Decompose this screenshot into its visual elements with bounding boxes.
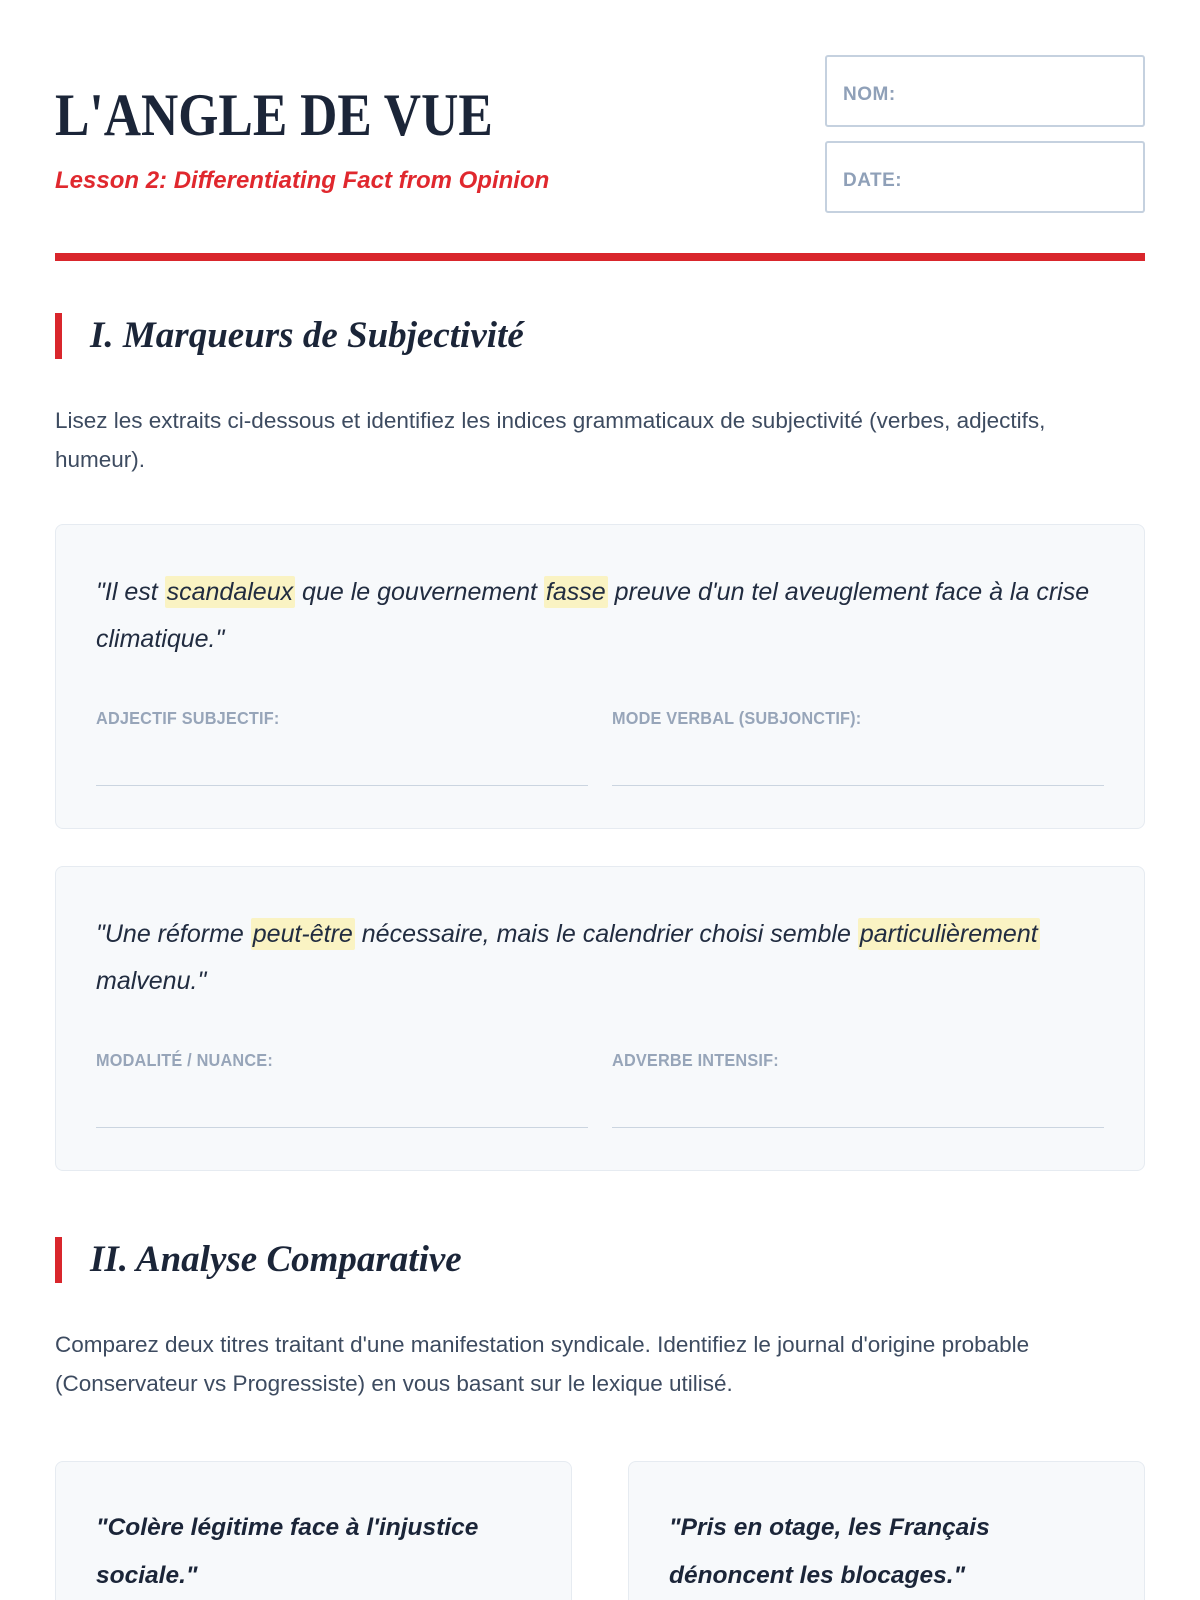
section-2-intro: Comparez deux titres traitant d'une manifestation syndicale. Identifiez le journal d'origine probable (Conservateur vs Progressiste) en vous basant sur le lexique utilisé. — [55, 1331, 1030, 1396]
quote-text: "Une réforme — [96, 919, 251, 948]
headline-card-1 — [55, 1461, 572, 1600]
exercise-2-fields — [96, 1050, 1104, 1128]
name-field-box[interactable] — [825, 55, 1145, 127]
exercise-1-fields — [96, 708, 1104, 786]
exercise-1-quote — [96, 569, 1104, 664]
heading-accent-bar — [55, 313, 62, 359]
answer-write-line[interactable] — [96, 785, 588, 786]
headline-comparison — [55, 1461, 1145, 1600]
date-label: DATE: — [843, 170, 903, 191]
headline-quote: "Pris en otage, les Français dénoncent les blocages." — [669, 1514, 990, 1590]
lesson-subtitle: Lesson 2: Differentiating Fact from Opinion — [55, 167, 550, 194]
answer-write-line[interactable] — [612, 1127, 1104, 1128]
quote-text: preuve d'un tel aveuglement face à la crise climatique." — [96, 577, 1090, 654]
highlighted-word: peut-être — [252, 919, 353, 948]
student-info — [825, 55, 1145, 213]
section-1-title: I. Marqueurs de Subjectivité — [90, 315, 524, 356]
page-title: L'ANGLE DE VUE — [55, 82, 493, 148]
quote-text: que le gouvernement — [295, 577, 544, 606]
exercise-2-quote — [96, 911, 1104, 1006]
heading-accent-bar — [55, 1237, 62, 1283]
field-mode-verbal — [612, 708, 1104, 786]
field-modalite-nuance — [96, 1050, 588, 1128]
answer-write-line[interactable] — [612, 785, 1104, 786]
quote-text: malvenu." — [96, 967, 207, 996]
divider-rule — [55, 253, 1145, 261]
date-field-box[interactable] — [825, 141, 1145, 213]
name-label: NOM: — [843, 84, 896, 105]
highlighted-word: particulièrement — [859, 919, 1038, 948]
field-label: MODE VERBAL (SUBJONCTIF): — [612, 707, 862, 728]
exercise-card-1 — [55, 524, 1145, 829]
section-2-heading — [55, 1235, 1145, 1285]
header — [55, 55, 1145, 213]
quote-text: "Il est — [96, 577, 165, 606]
section-2-title: II. Analyse Comparative — [90, 1238, 462, 1280]
quote-text: nécessaire, mais le calendrier choisi semble — [354, 919, 858, 948]
highlighted-word: fasse — [545, 577, 606, 606]
field-label: ADJECTIF SUBJECTIF: — [96, 707, 280, 728]
section-1-intro: Lisez les extraits ci-dessous et identifiez les indices grammaticaux de subjectivité (verbes, adjectifs, humeur). — [55, 407, 1046, 473]
field-label: MODALITÉ / NUANCE: — [96, 1049, 273, 1070]
headline-card-2 — [628, 1461, 1145, 1600]
answer-write-line[interactable] — [96, 1127, 588, 1128]
field-adjectif-subjectif — [96, 708, 588, 786]
section-1-heading — [55, 311, 1145, 361]
exercise-card-2 — [55, 866, 1145, 1171]
field-adverbe-intensif — [612, 1050, 1104, 1128]
field-label: ADVERBE INTENSIF: — [612, 1049, 779, 1070]
header-titles — [55, 55, 564, 195]
highlighted-word: scandaleux — [166, 577, 294, 606]
headline-quote: "Colère légitime face à l'injustice sociale." — [96, 1514, 479, 1590]
